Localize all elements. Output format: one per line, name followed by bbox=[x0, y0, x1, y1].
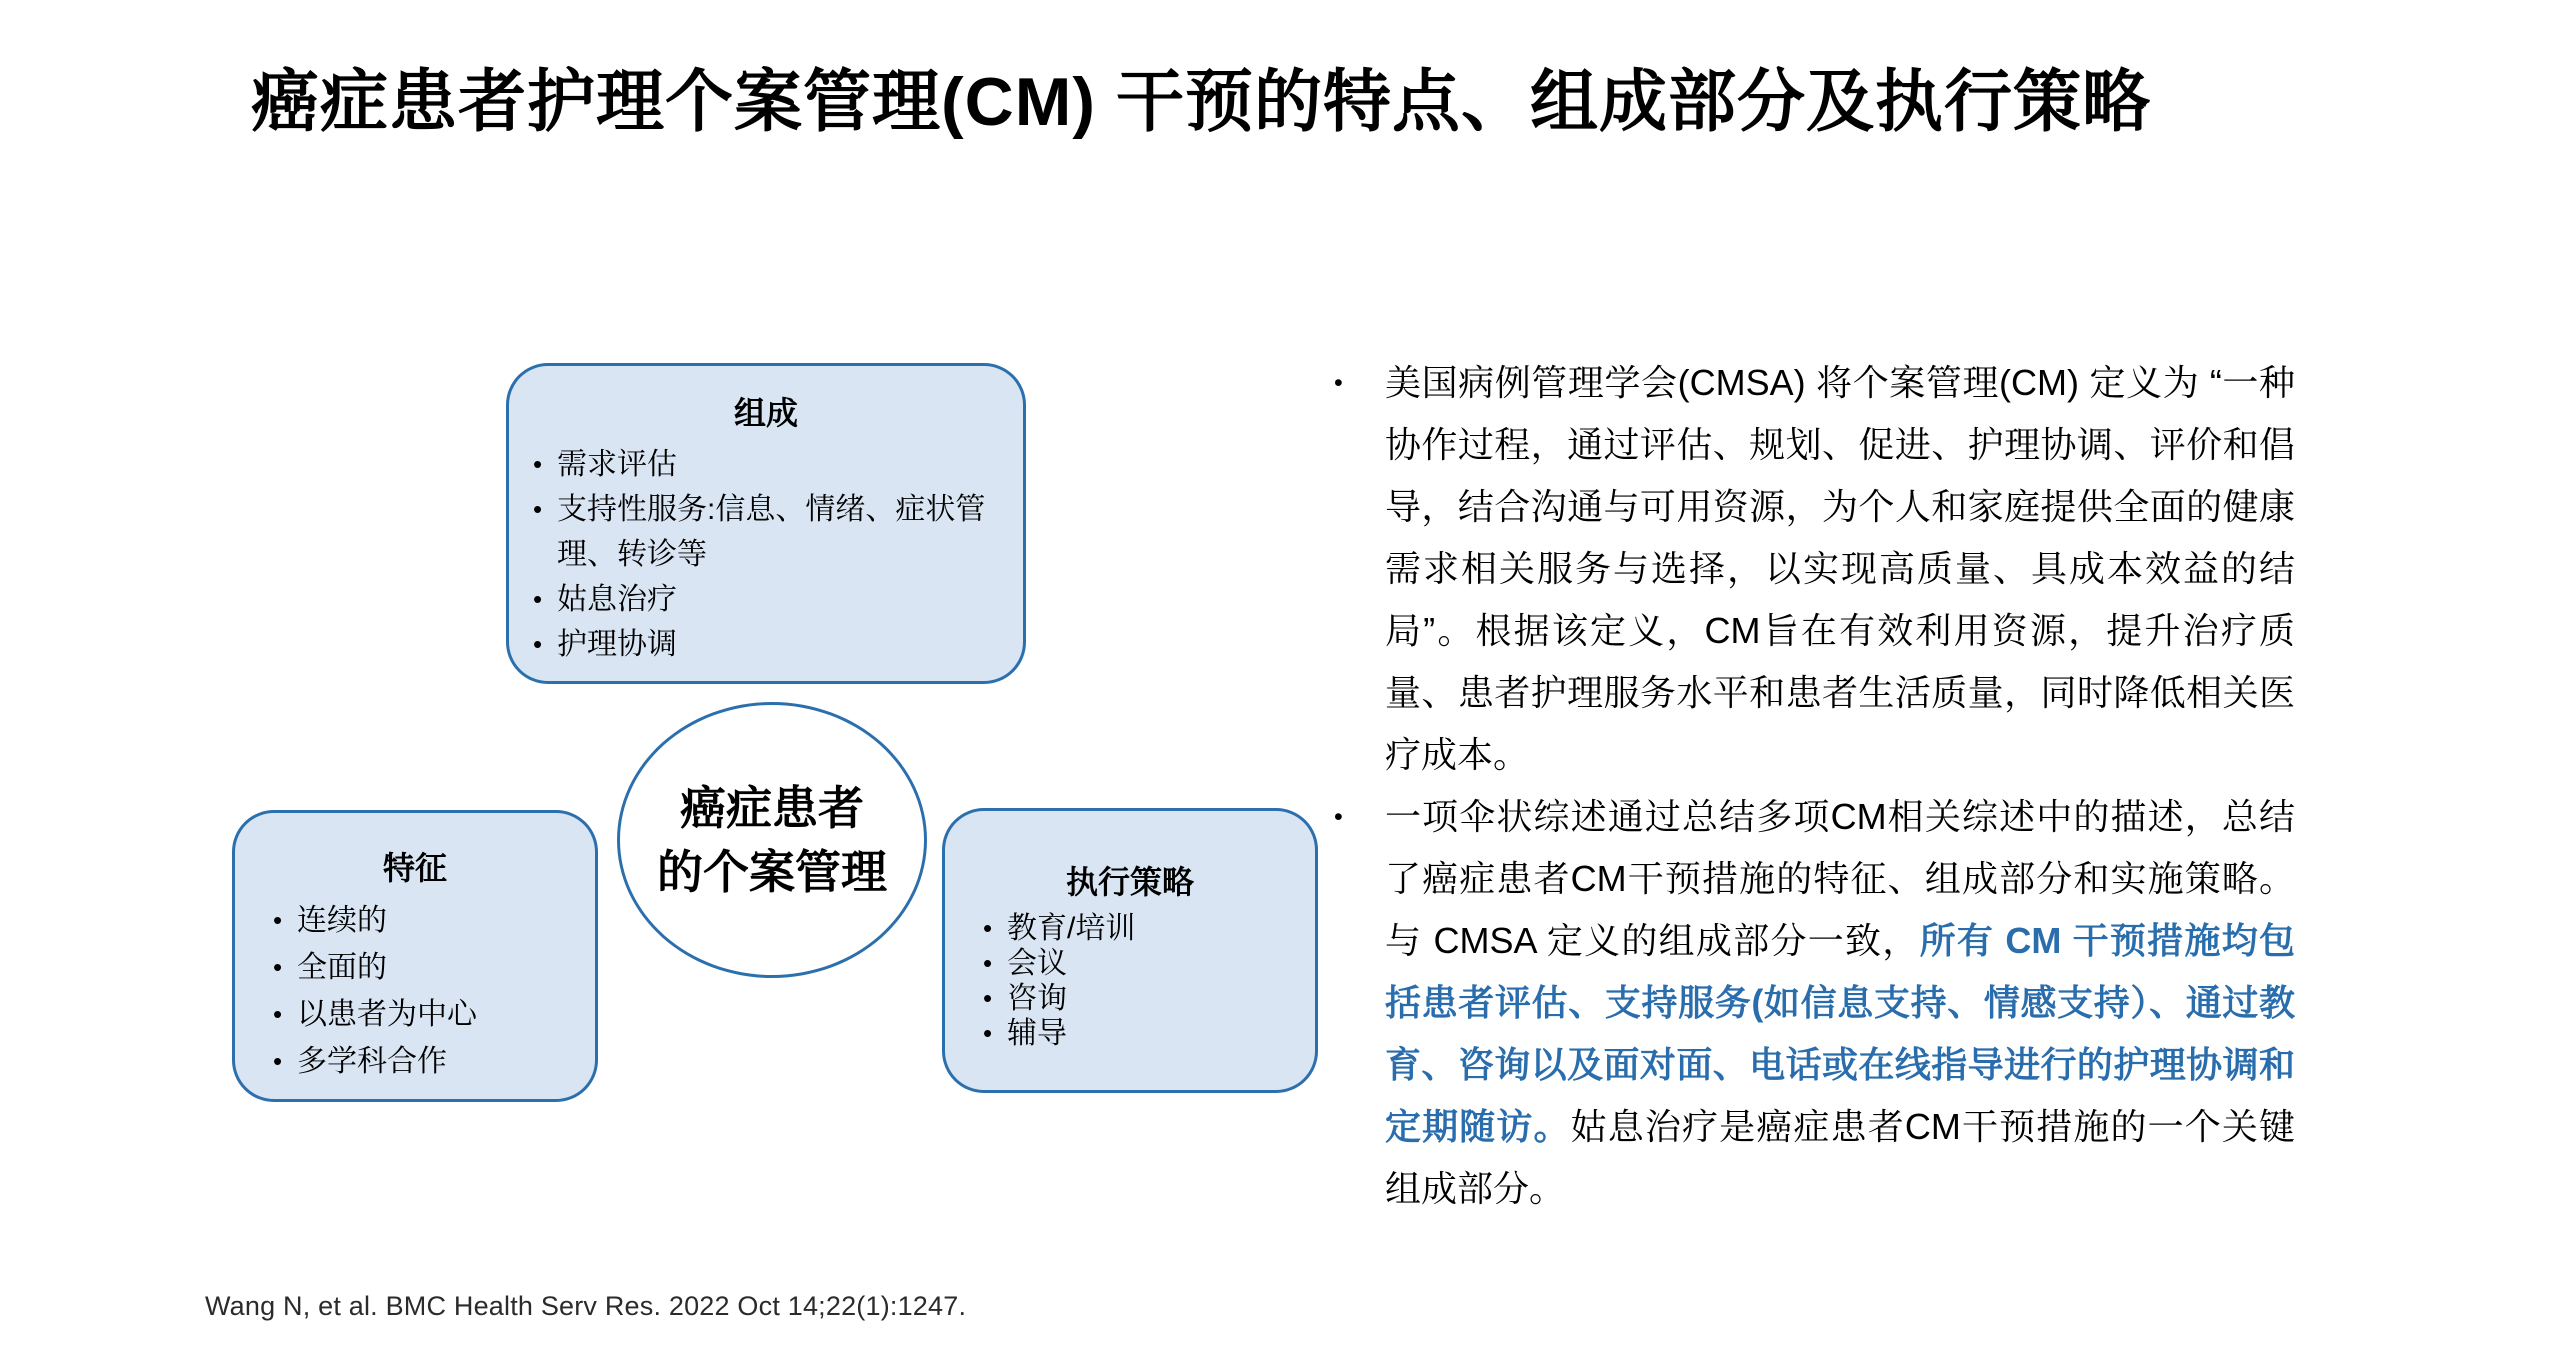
list-item: • 护理协调 bbox=[529, 622, 1009, 667]
list-item: • 辅导 bbox=[979, 1016, 1301, 1051]
list-item: • 姑息治疗 bbox=[529, 577, 1009, 622]
list-item: • 连续的 bbox=[269, 897, 581, 944]
list-item: • 多学科合作 bbox=[269, 1038, 581, 1085]
note-text: 美国病例管理学会(CMSA) 将个案管理(CM) 定义为 “一种协作过程，通过评估、规划、促进、护理协调、评价和倡导，结合沟通与可用资源，为个人和家庭提供全面的健康需求相关服务与选择，以实现高质量、具成本效益的结局”。根据该定义，CM旨在有效利用资源，提升治疗质量、患者护理服务水平和患者生活质量，同时降低相关医疗成本。 bbox=[1385, 362, 2295, 775]
note-bullet-definition bbox=[1334, 352, 2295, 786]
strategies-box-header: 执行策略 bbox=[1065, 864, 1194, 900]
center-circle bbox=[617, 702, 927, 978]
characteristics-box-list bbox=[235, 897, 595, 1085]
composition-box bbox=[506, 363, 1026, 684]
center-circle-line2: 的个案管理 bbox=[657, 846, 887, 898]
strategies-box-list bbox=[945, 911, 1315, 1051]
list-item: • 需求评估 bbox=[529, 442, 1009, 487]
composition-box-list bbox=[509, 442, 1023, 667]
list-item: • 会议 bbox=[979, 946, 1301, 981]
list-item: • 支持性服务:信息、情绪、症状管理、转诊等 bbox=[529, 487, 1009, 577]
citation: Wang N, et al. BMC Health Serv Res. 2022 Oct 14;22(1):1247. bbox=[205, 1291, 967, 1321]
note-bullet-umbrella-review bbox=[1334, 786, 2295, 1220]
characteristics-box bbox=[232, 810, 598, 1102]
strategies-box bbox=[942, 808, 1318, 1093]
center-circle-line1: 癌症患者 bbox=[680, 782, 864, 834]
list-item: • 教育/培训 bbox=[979, 911, 1301, 946]
list-item: • 咨询 bbox=[979, 981, 1301, 1016]
note-text: 姑息治疗是癌症患者CM干预措施的一个关键组成部分。 bbox=[1385, 1106, 2295, 1209]
note-highlight-text: 所有 CM 干预措施均包括患者评估、支持服务(如信息支持、情感支持）、通过教育、咨询以及面对面、电话或在线指导进行的护理协调和定期随访。 bbox=[1385, 920, 2295, 1147]
composition-box-header: 组成 bbox=[733, 395, 798, 431]
list-item: • 以患者为中心 bbox=[269, 991, 581, 1038]
note-text: 一项伞状综述通过总结多项CM相关综述中的描述，总结了癌症患者CM干预措施的特征、组成部分和实施策略。与 CMSA 定义的组成部分一致， bbox=[1385, 796, 2295, 961]
list-item: • 全面的 bbox=[269, 944, 581, 991]
notes-column bbox=[1334, 352, 2295, 1220]
page-title: 癌症患者护理个案管理(CM) 干预的特点、组成部分及执行策略 bbox=[251, 64, 2151, 140]
characteristics-box-header: 特征 bbox=[382, 850, 447, 886]
